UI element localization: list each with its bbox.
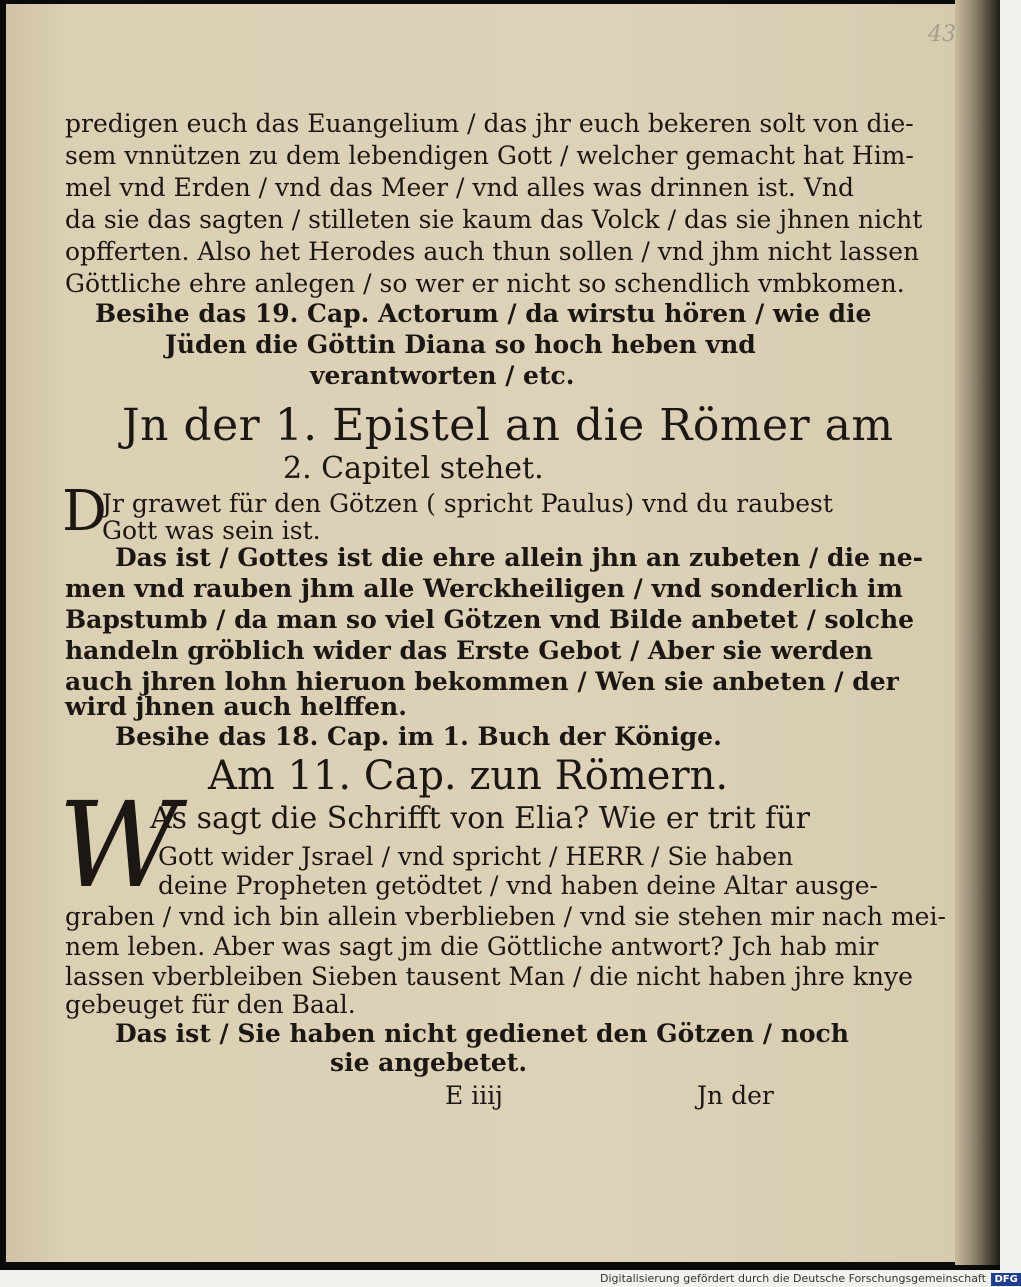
text-line: predigen euch das Euangelium / das jhr euch bekeren solt von die- (65, 109, 914, 138)
text-line: mel vnd Erden / vnd das Meer / vnd alles was drinnen ist. Vnd (65, 173, 854, 202)
reference-line: verantworten / etc. (310, 361, 575, 390)
text-line: sem vnnützen zu dem lebendigen Gott / welcher gemacht hat Him- (65, 141, 914, 170)
text-line: deine Propheten getödtet / vnd haben deine Altar ausge- (158, 871, 878, 900)
gloss-line: sie angebetet. (330, 1048, 528, 1077)
section-subheading: 2. Capitel stehet. (283, 451, 544, 486)
reference-line: Besihe das 19. Cap. Actorum / da wirstu hören / wie die (95, 299, 872, 328)
text-line: opfferten. Also het Herodes auch thun sollen / vnd jhm nicht lassen (65, 237, 920, 266)
catchword: Jn der (697, 1081, 774, 1110)
gloss-line: Das ist / Gottes ist die ehre allein jhn an zubeten / die ne- (115, 543, 924, 572)
gloss-line: men vnd rauben jhm alle Werckheiligen / vnd sonderlich im (65, 574, 903, 603)
digitization-footer (600, 1270, 1018, 1287)
text-line: gebeuget für den Baal. (65, 990, 356, 1019)
text-line: da sie das sagten / stilleten sie kaum das Volck / das sie jhnen nicht (65, 205, 923, 234)
text-line: Gott wider Jsrael / vnd spricht / HERR / Sie haben (158, 842, 794, 871)
text-line: graben / vnd ich bin allein vberblieben / vnd sie stehen mir nach mei- (65, 902, 946, 931)
gloss-line: Das ist / Sie haben nicht gedienet den Götzen / noch (115, 1019, 849, 1048)
text-line: Jr grawet für den Götzen ( spricht Paulus) vnd du raubest (102, 489, 833, 518)
section-heading: Am 11. Cap. zun Römern. (208, 753, 729, 799)
gloss-line: Bapstumb / da man so viel Götzen vnd Bilde anbetet / solche (65, 605, 915, 634)
text-line: As sagt die Schrifft von Elia? Wie er trit für (150, 801, 810, 836)
page-edge-shadow (955, 0, 1000, 1265)
gloss-line: auch jhren lohn hieruon bekommen / Wen sie anbeten / der (65, 667, 899, 696)
reference-line: Besihe das 18. Cap. im 1. Buch der Könige. (115, 722, 722, 751)
text-line: Gott was sein ist. (102, 516, 321, 545)
reference-line: Jüden die Göttin Diana so hoch heben vnd (165, 330, 756, 359)
section-heading: Jn der 1. Epistel an die Römer am (122, 400, 894, 451)
text-line: lassen vberbleiben Sieben tausent Man / die nicht haben jhre knye (65, 962, 913, 991)
text-line: nem leben. Aber was sagt jm die Göttliche antwort? Jch hab mir (65, 932, 879, 961)
folio-number: 43 (928, 22, 956, 47)
drop-initial-w: W (58, 776, 180, 914)
gloss-line: handeln gröblich wider das Erste Gebot / Aber sie werden (65, 636, 873, 665)
footer-credit: Digitalisierung gefördert durch die Deutsche Forschungsgemeinschaft (600, 1272, 986, 1285)
text-line: Göttliche ehre anlegen / so wer er nicht so schendlich vmbkomen. (65, 269, 905, 298)
dfg-logo-icon: DFG (991, 1273, 1020, 1286)
signature-mark: E iiij (445, 1081, 503, 1110)
drop-initial-d: D (62, 479, 107, 544)
gloss-line: wird jhnen auch helffen. (65, 692, 407, 721)
